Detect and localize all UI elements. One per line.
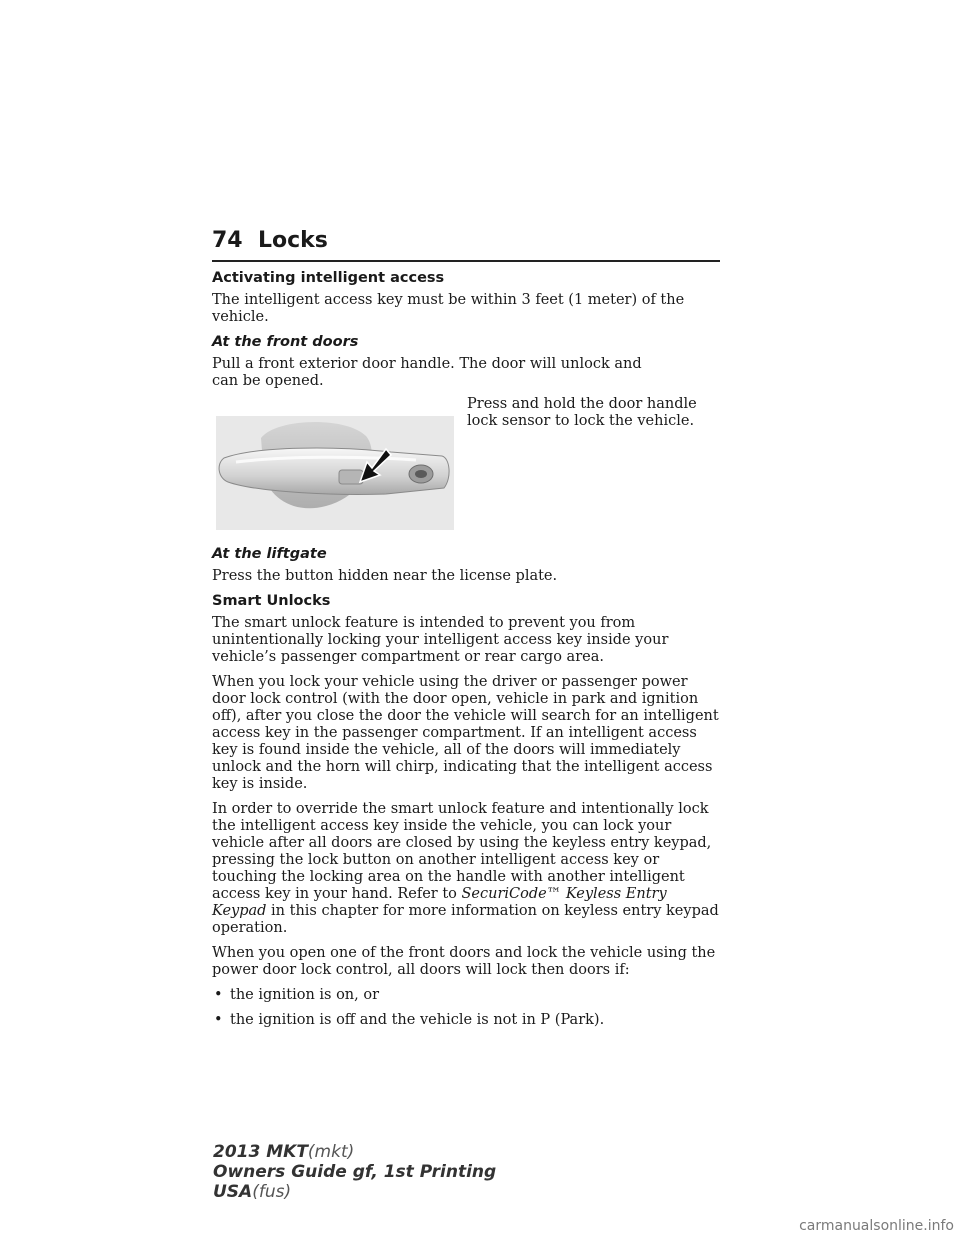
page-header (212, 226, 720, 262)
footer-region-code: (fus) (252, 1182, 292, 1202)
figure-caption-text: Press and hold the door handle lock sensor to lock the vehicle. (467, 396, 697, 429)
footer-model: 2013 MKT (213, 1142, 308, 1162)
page-content (212, 270, 724, 1037)
footer-model-code: (mkt) (307, 1142, 355, 1162)
paragraph-smart-3 (212, 801, 724, 937)
print-footer (213, 1142, 496, 1202)
door-handle-lock-sensor-icon (216, 416, 454, 530)
bullet-icon: • (214, 987, 223, 1003)
list-item (212, 987, 724, 1004)
heading-liftgate: At the liftgate (212, 546, 327, 562)
heading-smart-unlocks: Smart Unlocks (212, 593, 331, 609)
paragraph-front-doors: Pull a front exterior door handle. The door will unlock and can be opened. (212, 356, 642, 389)
paragraph-smart-3-after: in this chapter for more information on keyless entry keypad operation. (212, 903, 719, 936)
door-handle-illustration (216, 416, 454, 530)
paragraph-smart-4: When you open one of the front doors and lock the vehicle using the power door lock control, all doors will lock then doors if: (212, 945, 716, 978)
figure-row (212, 396, 724, 546)
paragraph-smart-1: The smart unlock feature is intended to prevent you from unintentionally locking your intelligent access key inside your vehicle’s passenger compartment or rear cargo area. (212, 615, 669, 665)
footer-region: USA (213, 1182, 253, 1202)
heading-activating-intelligent-access: Activating intelligent access (212, 270, 445, 286)
paragraph-activating: The intelligent access key must be within 3 feet (1 meter) of the vehicle. (212, 292, 685, 325)
footer-guide: Owners Guide gf, 1st Printing (213, 1162, 497, 1182)
paragraph-smart-2: When you lock your vehicle using the driver or passenger power door lock control (with the door open, vehicle in park and ignition off), after you close the door the vehicle will search for an intelligent access key in the passenger compartment. If an intelligent access key is found inside the vehicle, all of the doors will immediately unlock and the horn will chirp, indicating that the intelligent access key is inside. (212, 674, 719, 792)
reference-keyless-entry-keypad: SecuriCode™ Keyless Entry Keypad (212, 886, 667, 919)
bullet-icon: • (214, 1012, 223, 1028)
page-number: 74 (212, 228, 243, 253)
list-item-text: the ignition is off and the vehicle is not in P (Park). (230, 1012, 605, 1028)
watermark: carmanualsonline.info (799, 1218, 954, 1234)
paragraph-smart-3-before: In order to override the smart unlock feature and intentionally lock the intelligent access key inside the vehicle, you can lock your vehicle after all doors are closed by using the keyless entry keypad, pressing the lock button on another intelligent access key or touching the locking area on the handle with another intelligent access key in your hand. Refer to (212, 801, 712, 902)
list-item-text: the ignition is on, or (230, 987, 380, 1003)
paragraph-liftgate: Press the button hidden near the license plate. (212, 568, 558, 584)
figure-caption (467, 396, 727, 438)
page-title: Locks (258, 228, 328, 253)
heading-front-doors: At the front doors (212, 334, 359, 350)
list-item (212, 1012, 724, 1029)
